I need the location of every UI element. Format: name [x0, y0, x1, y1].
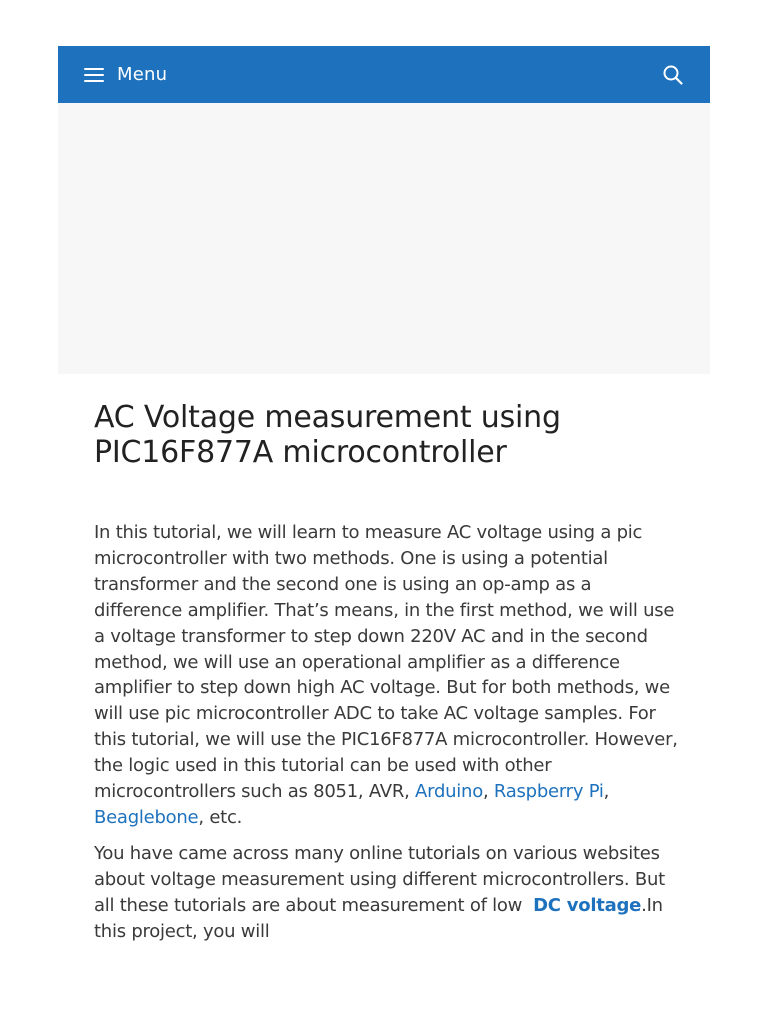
paragraph-1-text: In this tutorial, we will learn to measure AC voltage using a pic microcontroller with two methods. One is using a potential transformer and the second one is using an op-amp as a difference amplifier. That’s means, in the first method, we will use a voltage transformer to step down 220V AC and in the second method, we will use an operational amplifier as a difference amplifier to step down high AC voltage. But for both methods, we will use pic microcontroller ADC to take AC voltage samples. For this tutorial, we will use the PIC16F877A microcontroller. However, the logic used in this tutorial can be used with other microcontrollers such as 8051, AVR, [94, 522, 678, 803]
dc-voltage-link[interactable]: DC voltage [533, 894, 642, 916]
search-icon [662, 64, 684, 86]
separator-text: , [603, 781, 610, 803]
paragraph-1-end-text: , etc. [198, 806, 243, 828]
beaglebone-link[interactable]: Beaglebone [94, 806, 199, 828]
search-button[interactable] [662, 64, 684, 86]
arduino-link[interactable]: Arduino [415, 781, 483, 803]
raspberry-pi-link[interactable]: Raspberry Pi [493, 781, 604, 803]
hamburger-icon [84, 68, 104, 82]
paragraph-2-end-text: .In this project, you will [94, 894, 663, 942]
paragraph-2-text: You have came across many online tutorials on various websites about voltage measurement using different microcontrollers. But all these tutorials are about measurement of low [94, 842, 671, 916]
advertisement-placeholder [58, 103, 710, 374]
article-paragraph-2 [94, 841, 684, 945]
separator-text: , [482, 781, 494, 803]
top-navigation-bar [58, 46, 710, 103]
article-title: AC Voltage measurement using PIC16F877A microcontroller [94, 400, 561, 470]
menu-toggle-button[interactable] [84, 64, 167, 85]
menu-label: Menu [117, 64, 168, 85]
article-content [94, 400, 684, 945]
article-paragraph-1 [94, 520, 684, 831]
